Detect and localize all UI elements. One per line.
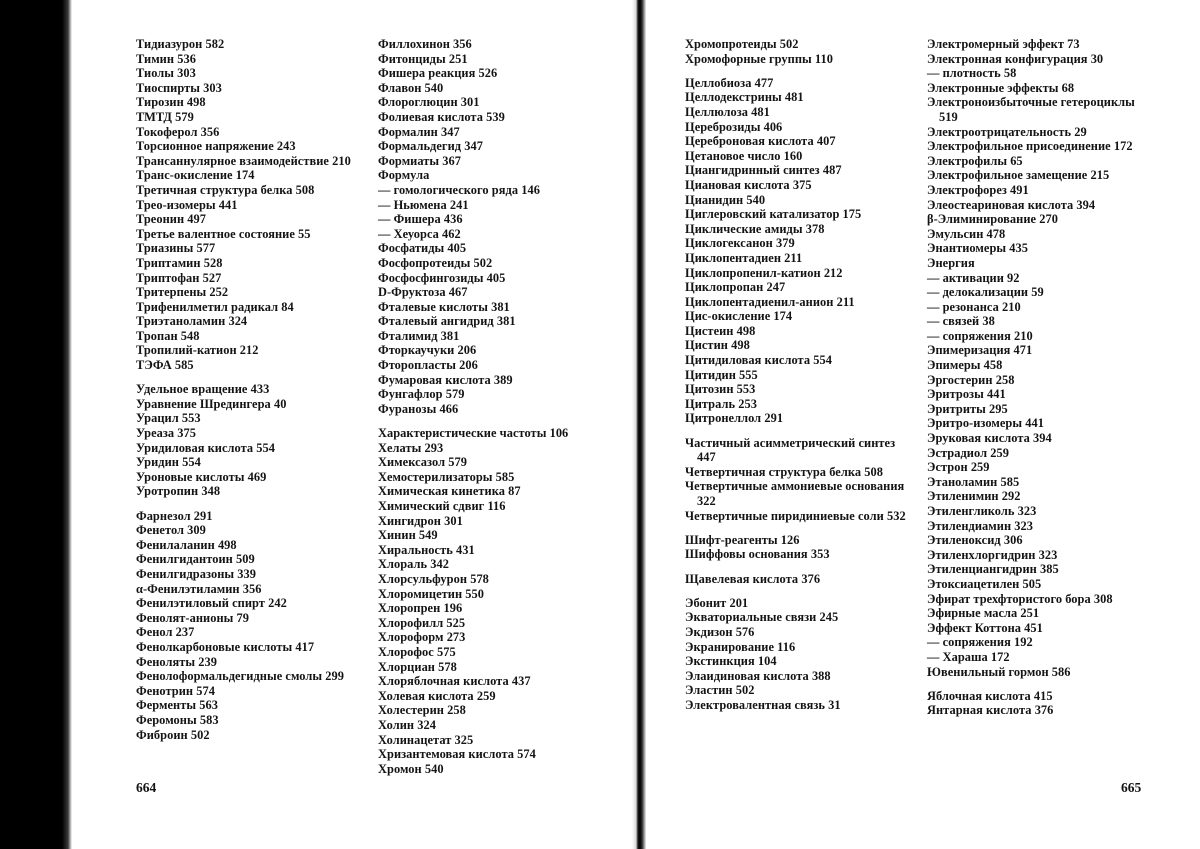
index-entry: Хелаты 293	[378, 440, 444, 455]
index-entry: — сопряжения 210	[927, 328, 1033, 343]
book-gutter-shadow	[632, 0, 646, 849]
index-entry: — Хараша 172	[927, 649, 1010, 664]
index-entry: Циклопропенил-катион 212	[685, 265, 843, 280]
index-entry: — Фишера 436	[378, 212, 463, 227]
index-entry: Этаноламин 585	[927, 474, 1020, 489]
index-entry: Триптофан 527	[136, 270, 222, 285]
index-entry: Эластин 502	[685, 683, 755, 698]
index-entry: — плотность 58	[927, 66, 1017, 81]
index-entry: Фолиевая кислота 539	[378, 109, 505, 124]
index-entry: Химический сдвиг 116	[378, 499, 506, 513]
index-entry: Хингидрон 301	[378, 513, 463, 528]
index-page-left	[72, 0, 632, 849]
index-entry: Уротропин 348	[136, 484, 221, 499]
index-entry: Химексазол 579	[378, 455, 467, 470]
index-block	[378, 37, 618, 416]
index-entry: Фунгафлор 579	[378, 387, 465, 402]
index-entry: Холестерин 258	[378, 703, 466, 718]
index-entry: Холин 324	[378, 717, 436, 732]
index-block	[685, 533, 913, 562]
index-entry: Хиральность 431	[378, 542, 475, 557]
index-entry: Электронная конфигурация 30	[927, 51, 1104, 66]
index-entry: Эритро-изомеры 441	[927, 416, 1044, 431]
page-number: 664	[136, 780, 157, 795]
index-entry: Хромон 540	[378, 761, 444, 776]
index-entry: Фенолят-анионы 79	[136, 610, 250, 625]
index-entry: Шифт-реагенты 126	[685, 532, 800, 547]
index-block	[685, 572, 913, 587]
index-entry: Цереброновая кислота 407	[685, 134, 836, 149]
index-entry: Феноляты 239	[136, 654, 218, 669]
index-entry: Эфирные масла 251	[927, 606, 1040, 621]
index-entry: Эмульсин 478	[927, 226, 1006, 241]
index-entry: Электроотрицательность 29	[927, 124, 1087, 139]
index-block	[685, 436, 913, 524]
index-entry: Яблочная кислота 415	[927, 688, 1053, 703]
index-entry: Эстрадиол 259	[927, 445, 1009, 460]
index-entry: Триптамин 528	[136, 255, 223, 270]
index-entry: Хлорофилл 525	[378, 615, 466, 630]
index-entry: D-Фруктоза 467	[378, 285, 468, 300]
index-entry: Торсионное напряжение 243	[136, 139, 296, 154]
index-block	[927, 37, 1149, 679]
index-entry: Хинин 549	[378, 528, 438, 543]
index-entry: Хлоряблочная кислота 437	[378, 674, 531, 689]
index-entry: Эпимеризация 471	[927, 343, 1033, 358]
index-entry: ТМТД 579	[136, 109, 194, 124]
index-entry: Фосфатиды 405	[378, 241, 467, 256]
index-entry: Фенилаланин 498	[136, 537, 237, 552]
index-entry: Фарнезол 291	[136, 508, 213, 523]
index-entry: Тиолы 303	[136, 66, 196, 81]
index-entry: Уридиловая кислота 554	[136, 440, 276, 455]
index-entry: Фталимид 381	[378, 328, 460, 343]
index-entry: Фенолоформальдегидные смолы 299	[136, 669, 344, 684]
index-block	[927, 689, 1149, 718]
index-entry: Хемостерилизаторы 585	[378, 469, 515, 484]
index-entry: Эпимеры 458	[927, 358, 1003, 373]
index-entry: Энантиомеры 435	[927, 241, 1028, 256]
index-entry: — делокализации 59	[927, 285, 1044, 300]
index-entry: Фишера реакция 526	[378, 66, 498, 81]
index-entry: Третье валентное состояние 55	[136, 226, 311, 241]
index-entry: Экстинкция 104	[685, 654, 777, 669]
index-entry: Электроноизбыточные гетероциклы 519	[927, 95, 1135, 124]
index-entry: Эритрозы 441	[927, 387, 1006, 402]
index-entry: Электрофорез 491	[927, 182, 1029, 197]
index-entry: Фторопласты 206	[378, 358, 478, 373]
index-entry: Формальдегид 347	[378, 139, 483, 154]
index-entry: Третичная структура белка 508	[136, 182, 315, 197]
index-entry: Хлороформ 273	[378, 630, 466, 645]
index-entry: Щавелевая кислота 376	[685, 571, 821, 586]
index-entry: Фумаровая кислота 389	[378, 372, 513, 387]
index-entry: Тропилий-катион 212	[136, 343, 259, 358]
index-entry: Транс-окисление 174	[136, 168, 255, 183]
index-block	[378, 426, 618, 776]
index-entry: Урацил 553	[136, 411, 201, 426]
index-entry: — активации 92	[927, 270, 1020, 285]
index-entry: Фенол 237	[136, 625, 195, 640]
index-entry: Циклические амиды 378	[685, 221, 825, 236]
index-entry: Эбонит 201	[685, 595, 749, 610]
index-entry: Удельное вращение 433	[136, 382, 270, 397]
index-entry: Целлодекстрины 481	[685, 90, 804, 105]
index-entry: Этиленимин 292	[927, 489, 1021, 504]
index-entry: Хлоропрен 196	[378, 601, 463, 616]
index-block	[685, 37, 913, 66]
index-entry: Цистеин 498	[685, 323, 756, 338]
index-entry: Хризантемовая кислота 574	[378, 747, 536, 762]
index-entry: Циановая кислота 375	[685, 177, 812, 192]
index-entry: Элеостеариновая кислота 394	[927, 197, 1096, 212]
index-entry: Трансаннулярное взаимодействие 210	[136, 153, 351, 168]
index-entry: Эстрон 259	[927, 460, 990, 475]
index-column	[927, 37, 1149, 728]
index-entry: Этиленоксид 306	[927, 533, 1023, 548]
index-entry: Формалин 347	[378, 124, 460, 139]
index-entry: Циклопентадиен 211	[685, 250, 803, 265]
index-entry: Фуранозы 466	[378, 401, 459, 416]
index-entry: Фенилгидразоны 339	[136, 566, 256, 581]
index-entry: Цианидин 540	[685, 192, 766, 207]
index-entry: Фенолкарбоновые кислоты 417	[136, 639, 315, 654]
index-entry: Цис-окисление 174	[685, 309, 793, 324]
index-entry: Цитидин 555	[685, 367, 758, 382]
index-block	[685, 76, 913, 426]
index-column	[685, 37, 913, 722]
index-entry: Хлорсульфурон 578	[378, 571, 489, 586]
index-entry: Янтарная кислота 376	[927, 703, 1054, 718]
index-block	[136, 509, 372, 743]
index-entry: Хромофорные группы 110	[685, 51, 833, 66]
index-entry: Электрофильное присоединение 172	[927, 139, 1133, 154]
index-entry: Хлорциан 578	[378, 659, 457, 674]
index-entry: Циглеровский катализатор 175	[685, 207, 862, 222]
index-entry: Этиленгликоль 323	[927, 504, 1037, 518]
index-entry: Ювенильный гормон 586	[927, 664, 1071, 679]
index-entry: Флавон 540	[378, 80, 444, 95]
index-entry: Эритриты 295	[927, 401, 1008, 416]
index-entry: Этиленхлоргидрин 323	[927, 547, 1058, 562]
index-entry: Эфират трехфтористого бора 308	[927, 591, 1113, 606]
index-entry: Флороглюцин 301	[378, 95, 480, 110]
index-entry: Химическая кинетика 87	[378, 484, 521, 499]
index-entry: Цереброзиды 406	[685, 119, 783, 134]
index-page-right	[646, 0, 1200, 849]
index-entry: Фосфосфингозиды 405	[378, 270, 506, 285]
index-entry: Фосфопротеиды 502	[378, 255, 493, 270]
index-entry: Четвертичные аммониевые основания 322	[685, 479, 905, 508]
index-entry: Цитидиловая кислота 554	[685, 353, 832, 368]
index-entry: ТЭФА 585	[136, 358, 194, 373]
index-entry: Фталевые кислоты 381	[378, 299, 510, 314]
index-entry: Формиаты 367	[378, 153, 462, 168]
index-entry: Филлохинон 356	[378, 37, 472, 51]
index-entry: Трифенилметил радикал 84	[136, 299, 294, 314]
index-entry: α-Фенилэтиламин 356	[136, 581, 262, 596]
index-entry: Экваториальные связи 245	[685, 610, 839, 625]
index-entry: Фторкаучуки 206	[378, 343, 477, 358]
index-entry: Электромерный эффект 73	[927, 37, 1080, 51]
index-entry: Цитронеллол 291	[685, 411, 784, 426]
index-entry: Эргостерин 258	[927, 372, 1015, 387]
index-entry: Хромопротеиды 502	[685, 37, 799, 51]
index-entry: Уроновые кислоты 469	[136, 469, 267, 484]
index-entry: — Хеуорса 462	[378, 226, 461, 241]
index-entry: Тропан 548	[136, 328, 200, 343]
index-entry: Фенотрин 574	[136, 683, 216, 698]
index-entry: Этилендиамин 323	[927, 518, 1034, 533]
index-entry: Холевая кислота 259	[378, 688, 496, 703]
index-entry: Фталевый ангидрид 381	[378, 314, 516, 329]
index-block	[685, 596, 913, 713]
index-entry: — резонанса 210	[927, 299, 1021, 314]
index-entry: Частичный асимметрический синтез 447	[685, 435, 896, 465]
index-entry: Токоферол 356	[136, 124, 220, 139]
index-block	[136, 382, 372, 499]
index-entry: Цитраль 253	[685, 396, 757, 411]
index-entry: Хлорофос 575	[378, 644, 456, 659]
index-entry: Хлораль 342	[378, 557, 450, 572]
scan-left-edge-shadow	[0, 0, 72, 849]
index-entry: Шиффовы основания 353	[685, 547, 830, 562]
index-entry: Четвертичные пиридиниевые соли 532	[685, 508, 906, 523]
index-entry: Экранирование 116	[685, 639, 796, 654]
index-entry: Фенетол 309	[136, 523, 206, 538]
index-entry: Циклопропан 247	[685, 280, 786, 295]
index-entry: Четвертичная структура белка 508	[685, 464, 883, 479]
index-entry: Циклогексанон 379	[685, 236, 795, 251]
index-entry: — сопряжения 192	[927, 635, 1033, 650]
index-entry: — связей 38	[927, 314, 995, 329]
index-entry: Электрофилы 65	[927, 153, 1023, 168]
index-entry: Феромоны 583	[136, 712, 219, 727]
index-entry: Ферменты 563	[136, 698, 218, 713]
index-entry: Электровалентная связь 31	[685, 697, 841, 712]
index-entry: Фиброин 502	[136, 727, 210, 742]
index-entry: Элаидиновая кислота 388	[685, 668, 831, 683]
index-entry: β-Элиминирование 270	[927, 212, 1058, 227]
index-entry: Фитонциды 251	[378, 51, 468, 66]
index-entry: Тимин 536	[136, 51, 196, 66]
index-entry: Тирозин 498	[136, 95, 206, 110]
index-entry: Треонин 497	[136, 212, 207, 227]
index-entry: Циангидринный синтез 487	[685, 163, 842, 178]
index-entry: Цетановое число 160	[685, 148, 803, 163]
page-number: 665	[1121, 780, 1142, 795]
index-entry: Тидиазурон 582	[136, 37, 225, 51]
index-entry: Целлобиоза 477	[685, 75, 774, 90]
index-entry: Цитозин 553	[685, 382, 756, 397]
index-column	[136, 37, 372, 752]
index-entry: Тиоспирты 303	[136, 80, 222, 95]
index-entry: Трео-изомеры 441	[136, 197, 238, 212]
index-entry: Циклопентадиенил-анион 211	[685, 294, 855, 309]
index-entry: Уравнение Шредингера 40	[136, 396, 287, 411]
index-entry: Электрофильное замещение 215	[927, 168, 1110, 183]
index-entry: Хлоромицетин 550	[378, 586, 485, 601]
index-entry: Этиленциангидрин 385	[927, 562, 1059, 577]
index-entry: Триэтаноламин 324	[136, 314, 248, 329]
index-entry: Эруковая кислота 394	[927, 431, 1052, 446]
index-entry: — Ньюмена 241	[378, 197, 469, 212]
index-entry: Фенилэтиловый спирт 242	[136, 596, 287, 611]
index-entry: Целлюлоза 481	[685, 104, 770, 119]
index-entry: Уридин 554	[136, 455, 201, 470]
index-entry: Фенилгидантоин 509	[136, 552, 255, 567]
index-entry: Цистин 498	[685, 338, 750, 353]
index-entry: Электронные эффекты 68	[927, 80, 1075, 95]
index-entry: Тритерпены 252	[136, 285, 229, 300]
index-entry: Триазины 577	[136, 241, 216, 256]
index-entry: Энергия	[927, 255, 975, 270]
index-entry: — гомологического ряда 146	[378, 182, 540, 197]
index-entry: Уреаза 375	[136, 426, 197, 441]
index-column	[378, 37, 618, 786]
index-entry: Характеристические частоты 106	[378, 426, 569, 441]
index-entry: Эффект Коттона 451	[927, 620, 1043, 635]
index-entry: Холинацетат 325	[378, 732, 474, 747]
index-entry: Формула	[378, 168, 430, 183]
index-entry: Этоксиацетилен 505	[927, 576, 1042, 591]
index-entry: Экдизон 576	[685, 624, 755, 639]
index-block	[136, 37, 372, 373]
